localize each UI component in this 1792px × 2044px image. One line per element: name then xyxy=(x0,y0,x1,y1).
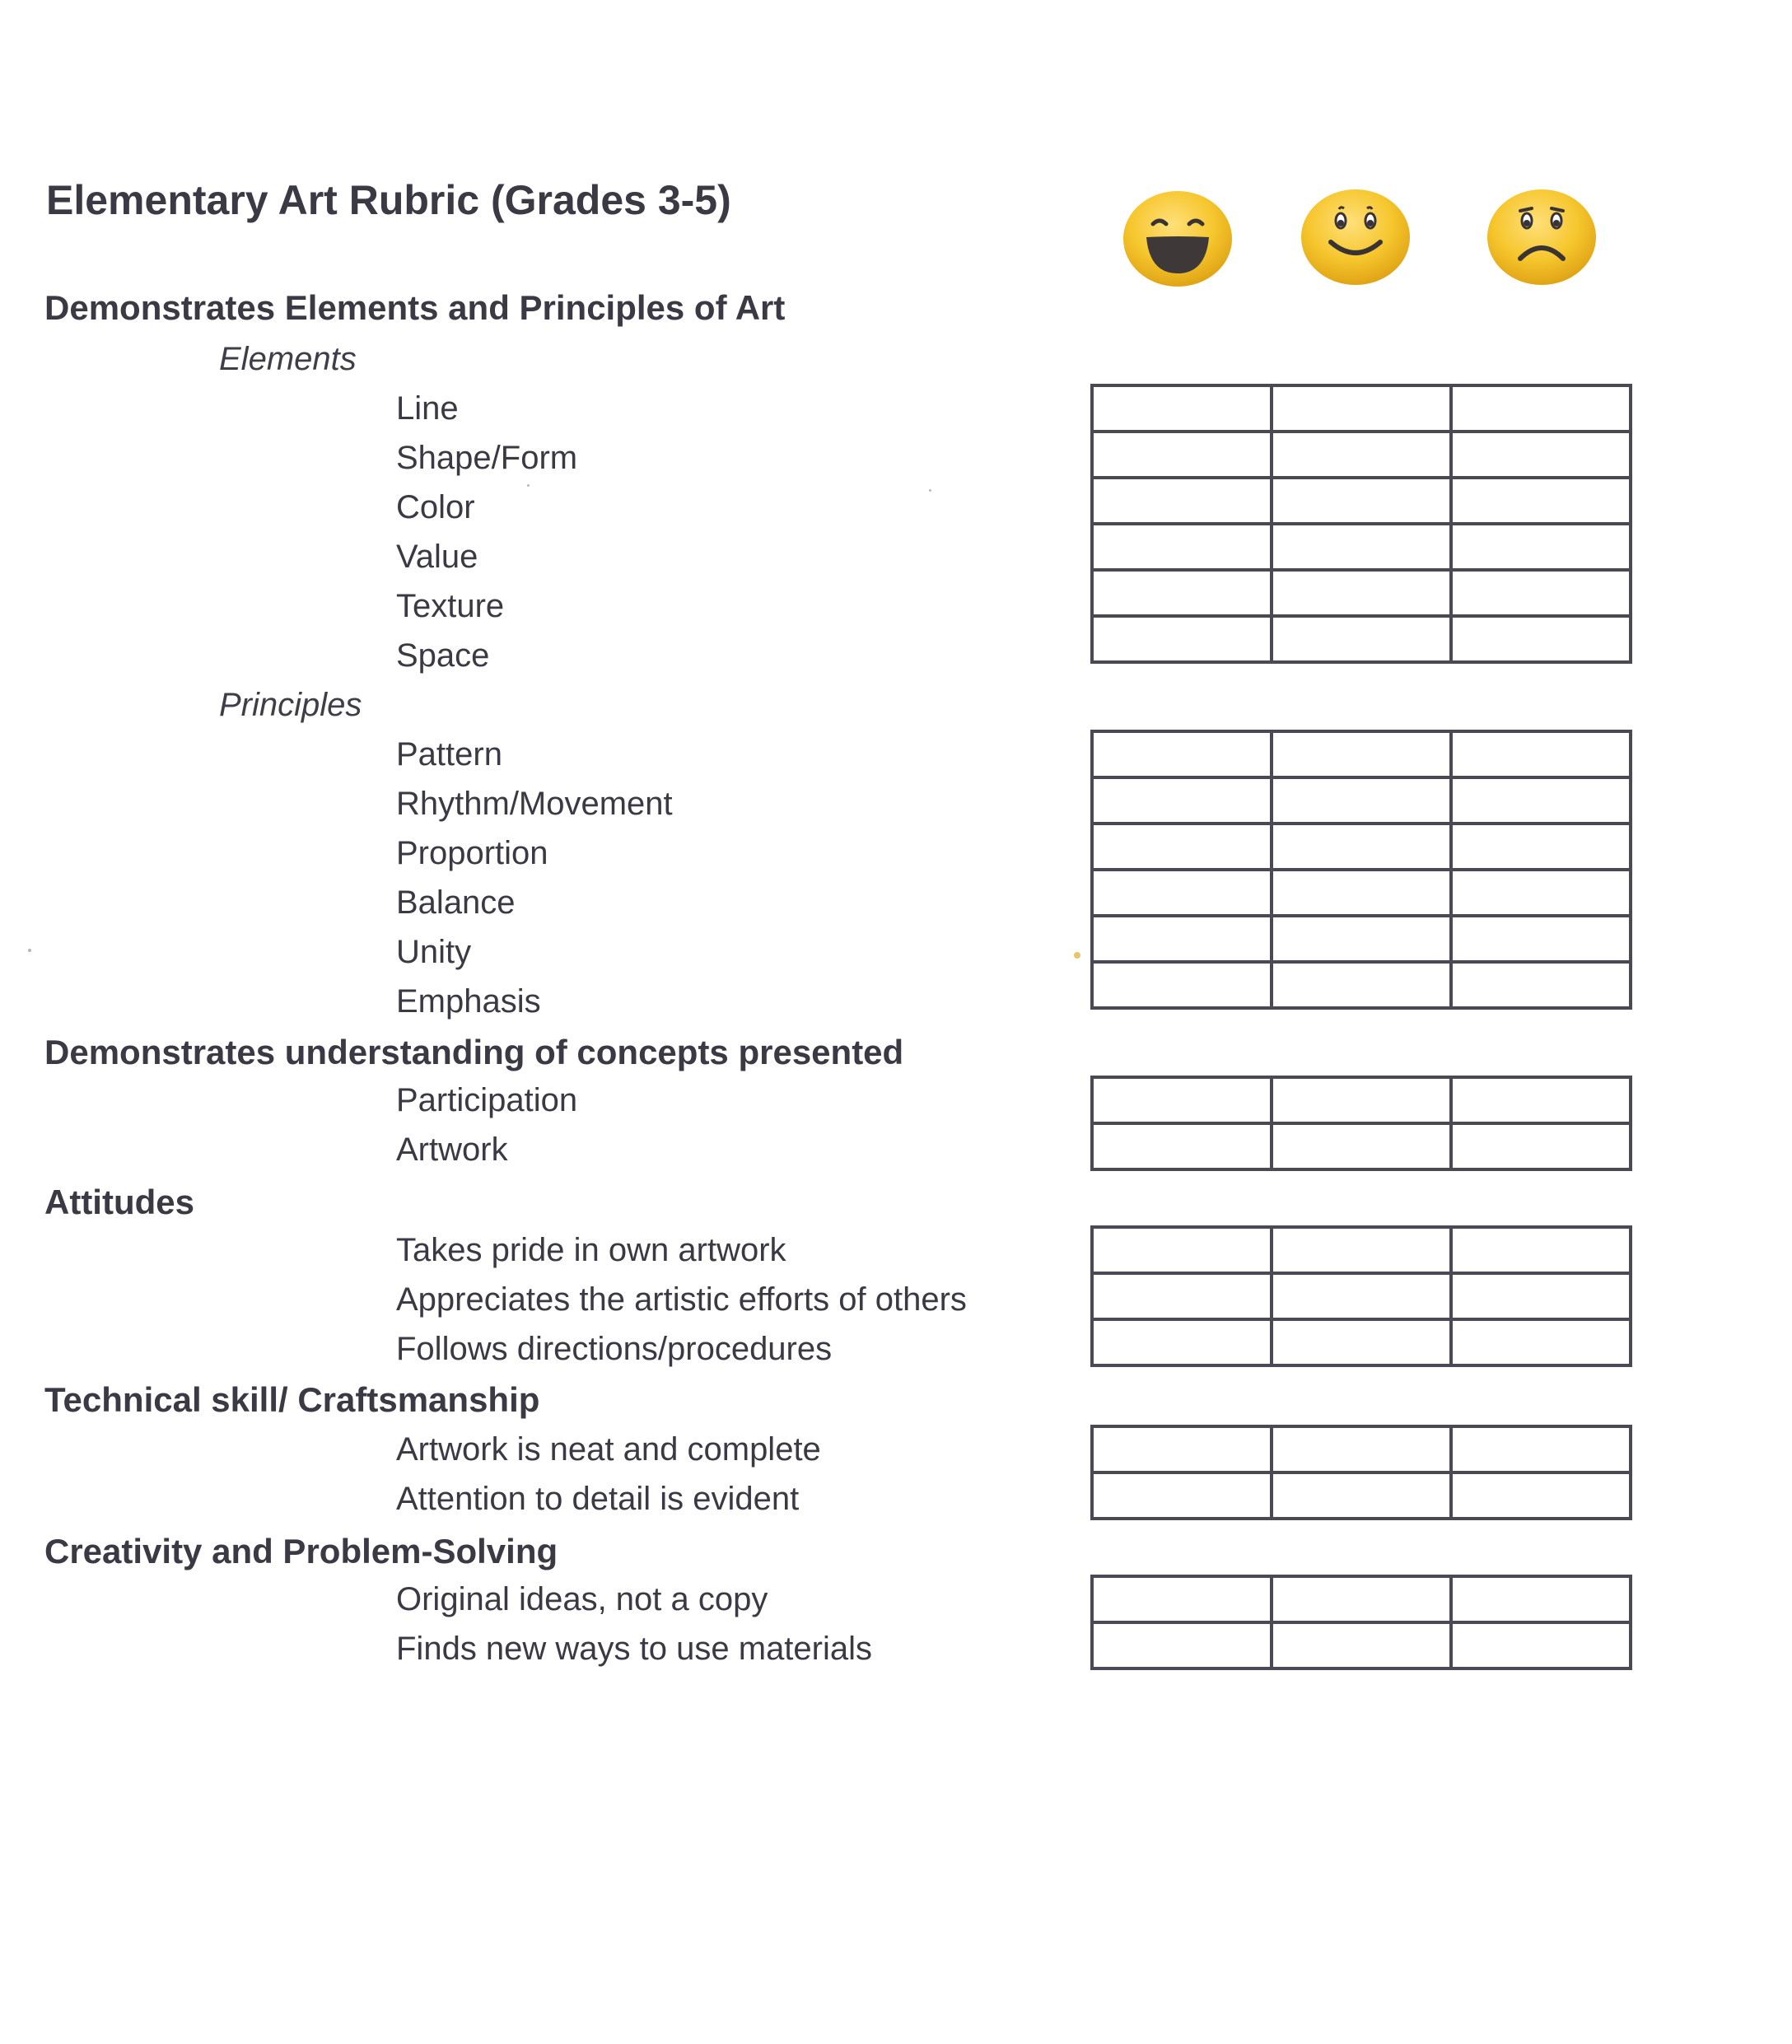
table-row xyxy=(1092,1077,1631,1123)
rating-cell[interactable] xyxy=(1092,432,1272,478)
rating-cell[interactable] xyxy=(1451,432,1631,478)
section-elements-principles-heading: Demonstrates Elements and Principles of Art xyxy=(44,288,786,327)
rating-cell[interactable] xyxy=(1451,478,1631,524)
table-row xyxy=(1092,432,1631,478)
rating-cell[interactable] xyxy=(1092,777,1272,824)
rating-cell[interactable] xyxy=(1451,1077,1631,1123)
rating-cell[interactable] xyxy=(1092,1077,1272,1123)
rating-cell[interactable] xyxy=(1451,385,1631,432)
rating-cell[interactable] xyxy=(1451,1426,1631,1472)
laughing-face-icon xyxy=(1120,188,1235,290)
rating-cell[interactable] xyxy=(1272,616,1451,662)
list-item: Finds new ways to use materials xyxy=(396,1631,873,1667)
rating-cell[interactable] xyxy=(1092,731,1272,777)
rating-cell[interactable] xyxy=(1451,616,1631,662)
rating-cell[interactable] xyxy=(1272,1622,1451,1668)
rating-cell[interactable] xyxy=(1092,478,1272,524)
rating-cell[interactable] xyxy=(1272,432,1451,478)
list-item: Space xyxy=(396,637,490,674)
rating-cell[interactable] xyxy=(1272,916,1451,962)
table-row xyxy=(1092,1622,1631,1668)
list-item: Value xyxy=(396,539,478,575)
rating-grid-technical xyxy=(1090,1425,1632,1520)
rating-cell[interactable] xyxy=(1092,1273,1272,1319)
list-item: Emphasis xyxy=(396,983,541,1020)
rating-cell[interactable] xyxy=(1451,916,1631,962)
table-row xyxy=(1092,1576,1631,1622)
rating-cell[interactable] xyxy=(1451,570,1631,616)
rating-grid-concepts xyxy=(1090,1076,1632,1171)
rating-cell[interactable] xyxy=(1272,1576,1451,1622)
rating-cell[interactable] xyxy=(1092,916,1272,962)
list-item: Follows directions/procedures xyxy=(396,1331,833,1367)
rating-cell[interactable] xyxy=(1272,1227,1451,1273)
rating-cell[interactable] xyxy=(1451,1319,1631,1365)
rating-cell[interactable] xyxy=(1092,870,1272,916)
rating-cell[interactable] xyxy=(1092,385,1272,432)
rating-grid-creativity xyxy=(1090,1575,1632,1670)
rating-cell[interactable] xyxy=(1451,1227,1631,1273)
page-title: Elementary Art Rubric (Grades 3-5) xyxy=(46,177,731,223)
section-attitudes-heading: Attitudes xyxy=(44,1183,194,1221)
rating-cell[interactable] xyxy=(1092,1622,1272,1668)
list-item: Rhythm/Movement xyxy=(396,786,673,822)
list-item: Color xyxy=(396,489,475,525)
rating-cell[interactable] xyxy=(1272,870,1451,916)
rating-cell[interactable] xyxy=(1272,1273,1451,1319)
scan-speck xyxy=(527,484,530,487)
table-row xyxy=(1092,962,1631,1008)
rating-cell[interactable] xyxy=(1272,385,1451,432)
table-row xyxy=(1092,478,1631,524)
rating-cell[interactable] xyxy=(1451,824,1631,870)
list-item: Appreciates the artistic efforts of others xyxy=(396,1281,967,1318)
rating-cell[interactable] xyxy=(1272,1426,1451,1472)
frowning-face-icon xyxy=(1484,186,1599,288)
scan-speck xyxy=(1074,952,1080,959)
rating-cell[interactable] xyxy=(1092,962,1272,1008)
rating-cell[interactable] xyxy=(1451,524,1631,570)
table-row xyxy=(1092,616,1631,662)
rating-grid-elements xyxy=(1090,384,1632,664)
rating-cell[interactable] xyxy=(1092,1472,1272,1519)
rating-cell[interactable] xyxy=(1272,777,1451,824)
list-item: Balance xyxy=(396,884,516,921)
table-row xyxy=(1092,385,1631,432)
list-item: Original ideas, not a copy xyxy=(396,1581,768,1617)
rating-cell[interactable] xyxy=(1451,1472,1631,1519)
rating-cell[interactable] xyxy=(1092,616,1272,662)
table-row xyxy=(1092,824,1631,870)
elements-subheading: Elements xyxy=(219,341,357,377)
list-item: Line xyxy=(396,390,459,427)
list-item: Artwork is neat and complete xyxy=(396,1431,821,1468)
rating-cell[interactable] xyxy=(1451,731,1631,777)
rating-cell[interactable] xyxy=(1092,524,1272,570)
rating-cell[interactable] xyxy=(1092,570,1272,616)
smiling-face-icon xyxy=(1298,186,1413,288)
rating-cell[interactable] xyxy=(1092,1576,1272,1622)
rating-cell[interactable] xyxy=(1272,570,1451,616)
rating-cell[interactable] xyxy=(1272,962,1451,1008)
table-row xyxy=(1092,1227,1631,1273)
table-row xyxy=(1092,1273,1631,1319)
rating-cell[interactable] xyxy=(1451,1576,1631,1622)
rating-cell[interactable] xyxy=(1272,1319,1451,1365)
rating-grid-attitudes xyxy=(1090,1225,1632,1367)
rating-cell[interactable] xyxy=(1272,731,1451,777)
rating-cell[interactable] xyxy=(1451,1123,1631,1169)
rating-cell[interactable] xyxy=(1272,1123,1451,1169)
list-item: Proportion xyxy=(396,835,548,871)
principles-subheading: Principles xyxy=(219,687,362,723)
rating-cell[interactable] xyxy=(1092,1319,1272,1365)
scan-speck xyxy=(28,949,31,952)
table-row xyxy=(1092,524,1631,570)
rating-cell[interactable] xyxy=(1451,1273,1631,1319)
section-concepts-heading: Demonstrates understanding of concepts presented xyxy=(44,1033,904,1071)
list-item: Unity xyxy=(396,934,472,970)
list-item: Attention to detail is evident xyxy=(396,1481,800,1517)
rating-cell[interactable] xyxy=(1272,1077,1451,1123)
rating-cell[interactable] xyxy=(1451,870,1631,916)
table-row xyxy=(1092,777,1631,824)
table-row xyxy=(1092,916,1631,962)
list-item: Texture xyxy=(396,588,505,624)
rating-cell[interactable] xyxy=(1272,478,1451,524)
table-row xyxy=(1092,870,1631,916)
table-row xyxy=(1092,570,1631,616)
rating-cell[interactable] xyxy=(1451,777,1631,824)
rating-cell[interactable] xyxy=(1451,962,1631,1008)
scan-speck xyxy=(929,489,931,492)
table-row xyxy=(1092,1472,1631,1519)
rating-cell[interactable] xyxy=(1092,1123,1272,1169)
table-row xyxy=(1092,1123,1631,1169)
list-item: Pattern xyxy=(396,736,502,772)
rating-cell[interactable] xyxy=(1092,1426,1272,1472)
rating-cell[interactable] xyxy=(1272,524,1451,570)
rating-cell[interactable] xyxy=(1272,824,1451,870)
list-item: Shape/Form xyxy=(396,440,578,476)
rating-grid-principles xyxy=(1090,730,1632,1010)
table-row xyxy=(1092,731,1631,777)
section-creativity-heading: Creativity and Problem-Solving xyxy=(44,1532,558,1570)
rating-cell[interactable] xyxy=(1451,1622,1631,1668)
rating-cell[interactable] xyxy=(1272,1472,1451,1519)
list-item: Participation xyxy=(396,1082,578,1118)
table-row xyxy=(1092,1426,1631,1472)
table-row xyxy=(1092,1319,1631,1365)
list-item: Takes pride in own artwork xyxy=(396,1232,786,1268)
rating-cell[interactable] xyxy=(1092,1227,1272,1273)
rating-cell[interactable] xyxy=(1092,824,1272,870)
list-item: Artwork xyxy=(396,1132,508,1168)
section-technical-heading: Technical skill/ Craftsmanship xyxy=(44,1380,540,1419)
